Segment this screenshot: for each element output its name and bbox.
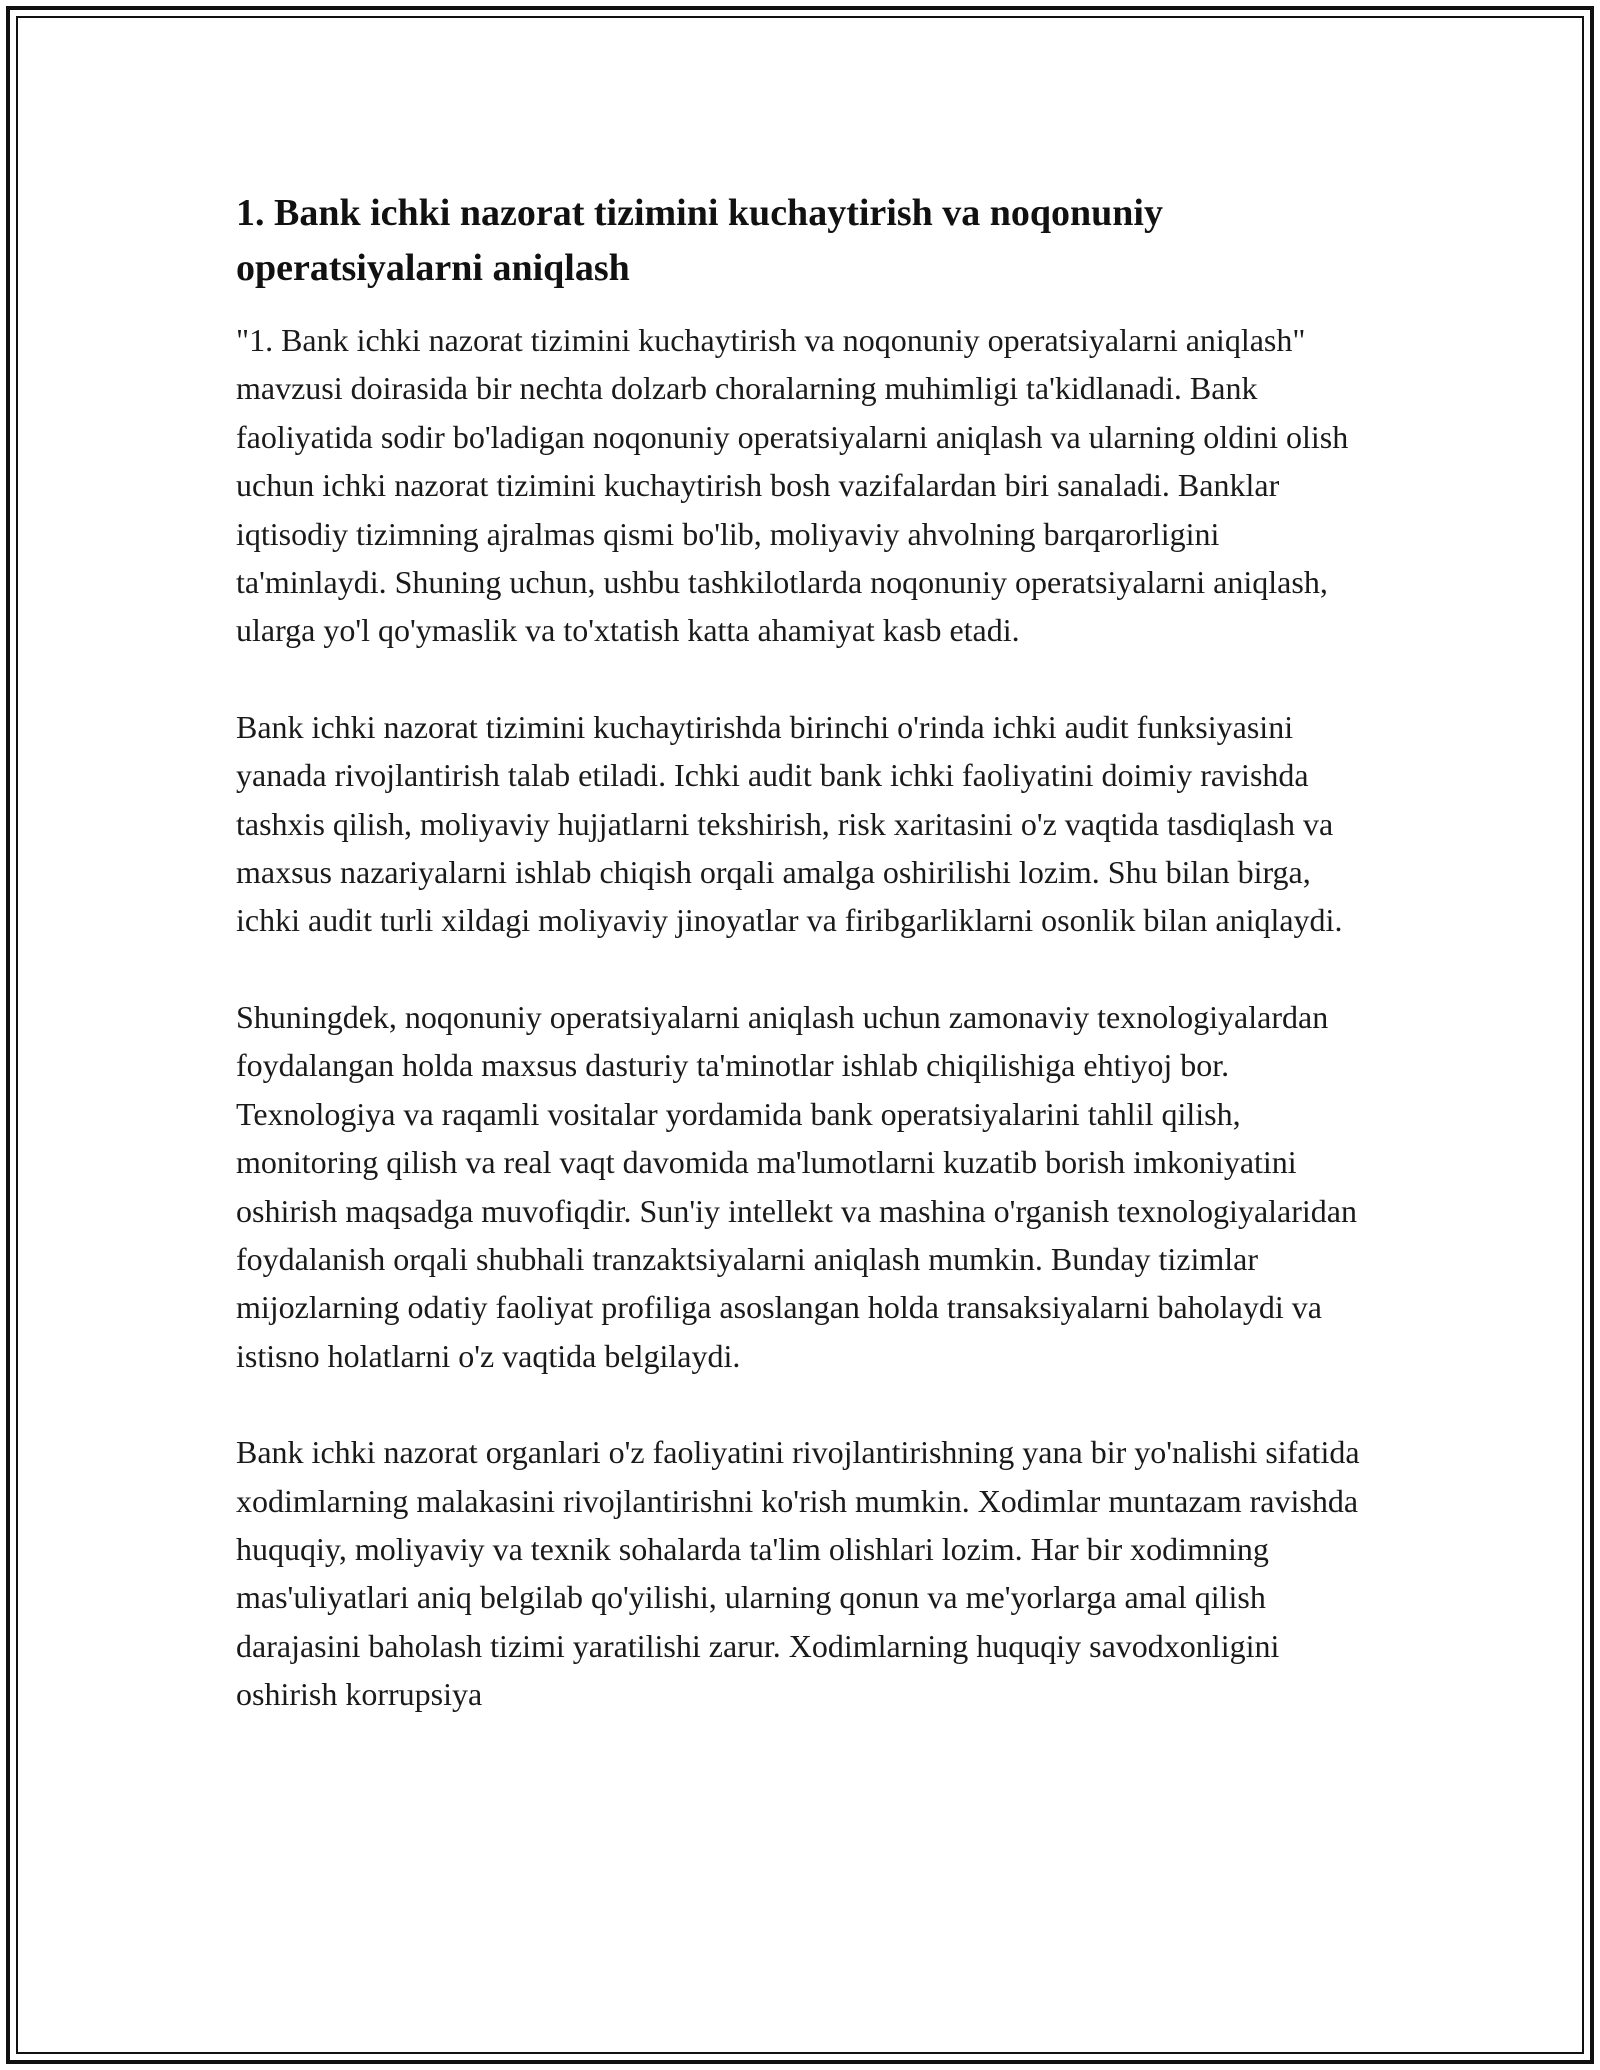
paragraph-intro: "1. Bank ichki nazorat tizimini kuchaytirish va noqonuniy operatsiyalarni aniqlash" mavzusi doirasida bir nechta dolzarb choralarning muhimligi ta'kidlanadi. Bank faoliyatida sodir bo'ladigan noqonuniy operatsiyalarni aniqlash va ularning oldini olish uchun ichki nazorat tizimini kuchaytirish bosh vazifalardan biri sanaladi. Banklar iqtisodiy tizimning ajralmas qismi bo'lib, moliyaviy ahvolning barqarorligini ta'minlaydi. Shuning uchun, ushbu tashkilotlarda noqonuniy operatsiyalarni aniqlash, ularga yo'l qo'ymaslik va to'xtatish katta ahamiyat kasb etadi.: [236, 322, 1349, 649]
paragraph-staff-training: Bank ichki nazorat organlari o'z faoliyatini rivojlantirishning yana bir yo'nalishi sifatida xodimlarning malakasini rivojlantirishni ko'rish mumkin. Xodimlar muntazam ravishda huquqiy, moliyaviy va texnik sohalarda ta'lim olishlari lozim. Har bir xodimning mas'uliyatlari aniq belgilab qo'yilishi, ularning qonun va me'yorlarga amal qilish darajasini baholash tizimi yaratilishi zarur. Xodimlarning huquqiy savodxonligini oshirish korrupsiya: [236, 1434, 1360, 1713]
document-body: [236, 186, 1376, 1767]
paragraph-internal-audit: Bank ichki nazorat tizimini kuchaytirishda birinchi o'rinda ichki audit funksiyasini yanada rivojlantirish talab etiladi. Ichki audit bank ichki faoliyatini doimiy ravishda tashxis qilish, moliyaviy hujjatlarni tekshirish, risk xaritasini o'z vaqtida tasdiqlash va maxsus nazariyalarni ishlab chiqish orqali amalga oshirilishi lozim. Shu bilan birga, ichki audit turli xildagi moliyaviy jinoyatlar va firibgarliklarni osonlik bilan aniqlaydi.: [236, 708, 1343, 939]
paragraph-technology: Shuningdek, noqonuniy operatsiyalarni aniqlash uchun zamonaviy texnologiyalardan foydalangan holda maxsus dasturiy ta'minotlar ishlab chiqilishiga ehtiyoj bor. Texnologiya va raqamli vositalar yordamida bank operatsiyalarini tahlil qilish, monitoring qilish va real vaqt davomida ma'lumotlarni kuzatib borish imkoniyatini oshirish maqsadga muvofiqdir. Sun'iy intellekt va mashina o'rganish texnologiyalaridan foydalanish orqali shubhali tranzaktsiyalarni aniqlash mumkin. Bunday tizimlar mijozlarning odatiy faoliyat profiliga asoslangan holda transaksiyalarni baholaydi va istisno holatlarni o'z vaqtida belgilaydi.: [236, 998, 1357, 1374]
document-title: 1. Bank ichki nazorat tizimini kuchaytirish va noqonuniy operatsiyalarni aniqlash: [236, 192, 1163, 289]
